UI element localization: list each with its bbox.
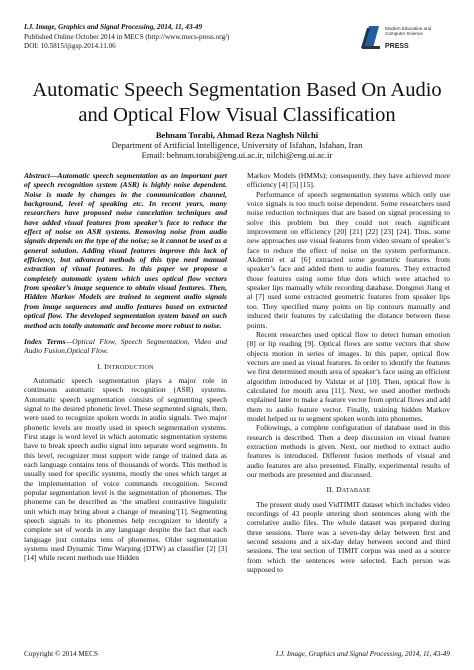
abstract <box>24 171 227 330</box>
journal-header <box>24 23 364 52</box>
author-affiliation: Department of Artificial Intelligence, University of Isfahan, Isfahan, Iran <box>111 140 363 151</box>
section-number: I. <box>97 361 105 371</box>
body-paragraph: Followings, a complete configuration of database used in this research is described. Then a deep discussion on visual feature extraction methods is given. Next, our method to extract audio features is introduced. Different fusion methods of visual and audio features are also presented. Finally, experimental results of our methods are presented and discussed. <box>247 423 450 479</box>
section-rest: NTRODUCTION <box>106 363 154 371</box>
journal-line <box>24 23 364 33</box>
author-names: Behnam Torabi, Ahmad Reza Naghsh Nilchi <box>155 130 319 140</box>
author-email: Email: behnam.torabi@eng.ui.ac.ir, nilchi@eng.ui.ac.ir <box>141 150 333 161</box>
database-paragraph: The present study used VidTIMIT dataset which includes video recordings of 43 people uttering short sentences along with the correlative audio files. The whole dataset was prepared during three sessions. There was a seven-day delay between first and second sessions and a six-day delay between second and third sessions. The test section of TIMIT corpus was used as a source from which the sentences were selected. Each person was supposed to <box>247 499 450 575</box>
logo-emblem-icon <box>359 22 383 52</box>
section-heading-introduction <box>24 362 227 372</box>
left-column <box>24 171 227 563</box>
body-paragraph: Markov Models (HMMs); consequently, they have achieved more efficiency [4] [5] [15]. <box>247 171 450 190</box>
paper-title: Automatic Speech Segmentation Based On Audio and Optical Flow Visual Classification <box>32 79 442 126</box>
abstract-label: Abstract <box>24 171 50 180</box>
body-paragraph: Recent researches used optical flow to detect human emotion [8] or lip reading [9]. Optical flows are some vectors that show objects motion in series of images. In this paper, optical flow vectors are used as visual features. In order to identify the features we first determined mouth area of speaker’s face using an efficient algorithm introduced by Valstar et al [10]. Then, optical flow is calculated for mouth area [11]. Next, we used another methods explained later to make a feature vector from optical flows and add them to audio feature vector. Finally, training hidden Markov model helped us to segment spoken words into phonemes. <box>247 329 450 423</box>
section-heading-database <box>247 485 450 495</box>
journal-issue: 2014, 11, 43-49 <box>155 23 203 31</box>
section-number: II. <box>326 485 337 495</box>
publisher-logo <box>359 20 451 62</box>
footer-journal: I.J. Image, Graphics and Signal Processing, 2014, 11, 43-49 <box>275 650 450 658</box>
logo-acronym: PRESS <box>385 43 409 50</box>
doi-line: DOI: 10.5815/ijigsp.2014.11.06 <box>24 42 116 51</box>
right-column <box>247 171 450 574</box>
journal-name: I.J. Image, Graphics and Signal Processing, <box>24 23 156 31</box>
section-rest: ATABASE <box>341 487 371 495</box>
section-initial: D <box>336 485 342 495</box>
published-line: Published Online October 2014 in MECS (http://www.mecs-press.org/) <box>24 32 230 41</box>
author-block <box>24 130 450 161</box>
intro-paragraph: Automatic speech segmentation plays a major role in continuous automatic speech recognition (ASR) systems. Automatic speech segmentation consists of segmenting speech signal to the desired phonetic level. These segmented signals, then, were used to recognize spoken words in audio signals. Two major phonetic levels are mostly used in speech segmentation systems. First stage is word level in which automatic segmentation systems have to break speech audio signal into separate word segments. In this level, recognizer must support wide range of trained data as each language contains tens of thousands of words. This method is usually used for specific systems, mostly the ones which target at the implementation of voice commands recognition. Second popular segmentation level is the segmentation of phonemes. The phoneme can be described as ‘the smallest contrastive linguistic unit which may bring about a change of meaning’[1]. Segmenting speech signals to its phonemes help recognizer to identify a complete set of words in any language despite the fact that each language just contains tens of phonemes. Older segmentation systems used Dynamic Time Warping (DTW) as classifier [2] [3] [14] while recent methods use Hidden <box>24 375 227 563</box>
index-terms-text: —Optical Flow, Speech Segmentation, Video and Audio Fusion,Optical Flow. <box>24 336 227 356</box>
body-paragraph: Performance of speech segmentation systems which only use voice signals is too much noise dependent. Some researchers used noise reduction techniques that are based on signal processing to solve this problem but they could not reach significant improvement on efficiency [20] [21] [22] [23] [24]. Thus, some new approaches use visual features from video stream of speaker’s face to reduce the effect of noise on the system performance. Akdemir et al [6] extracted some geometric features from speaker’s face and added them to audio features. They extracted those features using some blue dots which were attached to speaker lips manually while recording database. Dongmei Jiang et al [7] used some extracted geometric features from speaker lips too. They specified many points on lip contours manually and induced their features by calculating the distance between these points. <box>247 189 450 330</box>
logo-text: Modern Education and Computer Science <box>385 26 432 37</box>
abstract-text: —Automatic speech segmentation as an important part of speech recognition system (ASR) is highly noise dependent. Noise is made by changes in the communication channel, background, level of speaking etc. In recent years, many researchers have proposed noise cancelation techniques and have added visual features from speaker’s face to reduce the effect of noise on ASR systems. Removing noise from audio signals depends on the type of the noise; so it cannot be used as a general solution. Adding visual features improve this lack of efficiency, but advanced methods of this type need manual extraction of visual features. In this paper we propose a completely automatic system which uses optical flow vectors from speaker’s image sequence to obtain visual features. Then, Hidden Markov Models are trained to segment audio signals from image sequences and audio features based on extracted optical flow. The developed segmentation system based on such method acts totally automatic and become more robust to noise. <box>24 171 227 330</box>
index-terms-label: Index Terms <box>24 336 66 346</box>
section-initial: I <box>104 361 107 371</box>
footer-copyright: Copyright © 2014 MECS <box>24 650 98 658</box>
index-terms <box>24 337 227 356</box>
